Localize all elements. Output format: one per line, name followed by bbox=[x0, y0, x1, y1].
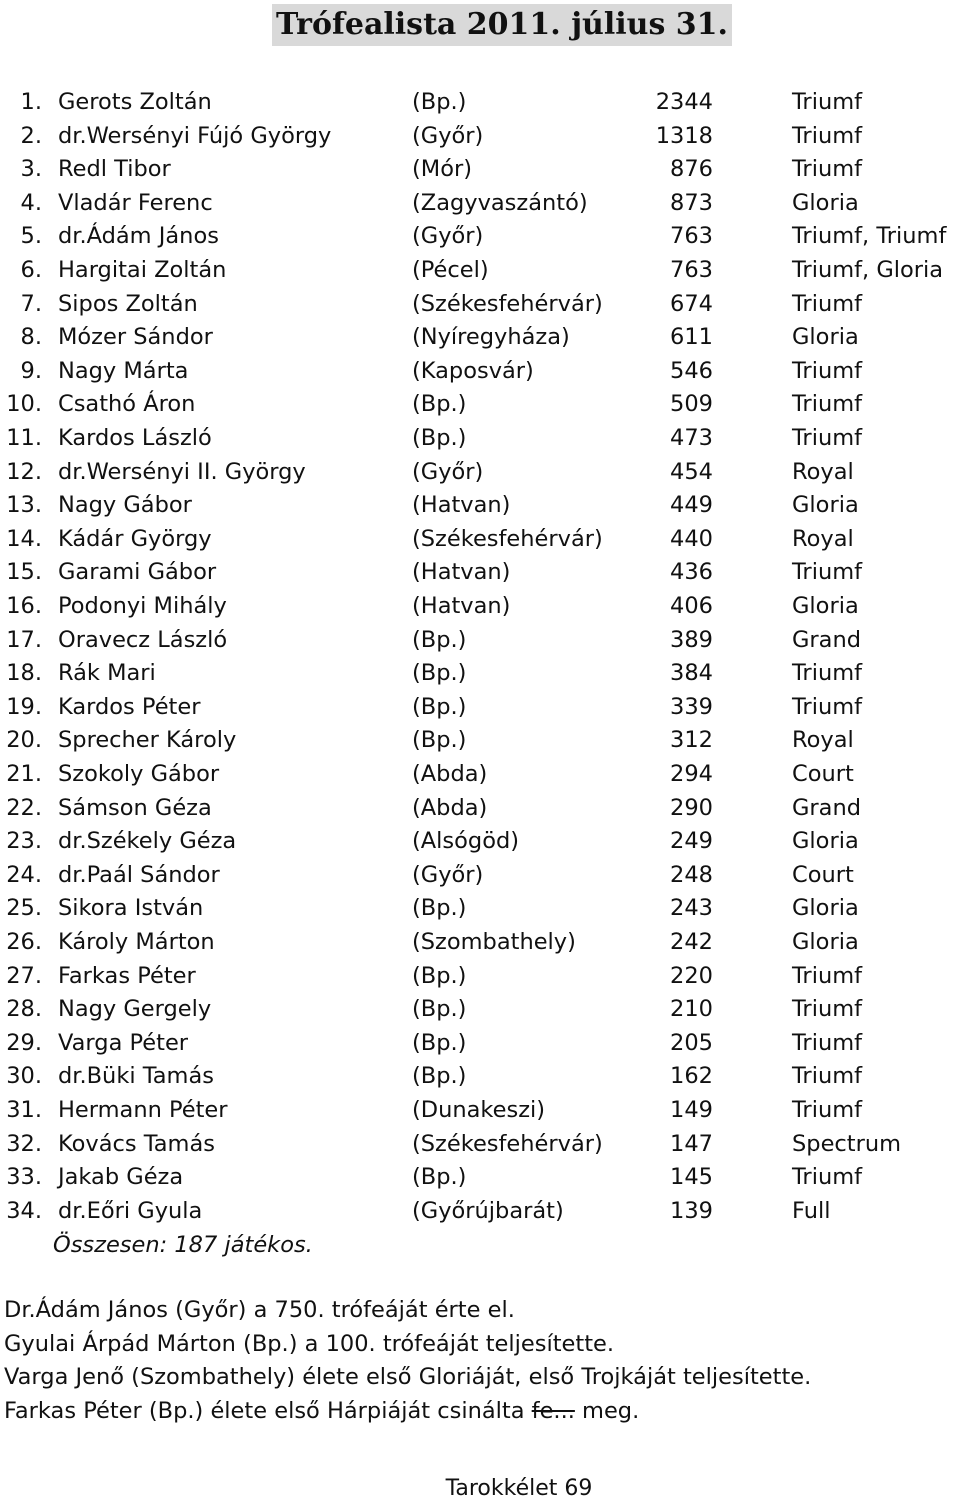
table-row bbox=[0, 388, 960, 422]
table-row bbox=[0, 153, 960, 187]
notes-block bbox=[4, 1294, 811, 1428]
deck-type: Grand bbox=[792, 794, 862, 821]
total-players: Összesen: 187 játékos. bbox=[53, 1232, 313, 1258]
player-name: Sámson Géza bbox=[58, 794, 212, 821]
table-row bbox=[0, 456, 960, 490]
trophy-score: 546 bbox=[670, 357, 713, 384]
deck-type: Triumf bbox=[792, 660, 863, 687]
deck-type: Triumf bbox=[792, 1063, 863, 1090]
player-city: (Bp.) bbox=[412, 425, 467, 451]
trophy-score: 763 bbox=[670, 223, 713, 250]
table-row bbox=[0, 220, 960, 254]
trophy-score: 312 bbox=[670, 727, 713, 754]
table-row bbox=[0, 288, 960, 322]
trophy-score: 205 bbox=[670, 1029, 713, 1056]
trophy-score: 162 bbox=[670, 1063, 713, 1090]
trophy-score: 2344 bbox=[655, 89, 713, 115]
rank-cell: 34. bbox=[6, 1197, 42, 1224]
table-row bbox=[0, 590, 960, 624]
deck-type: Gloria bbox=[792, 828, 859, 855]
player-city: (Bp.) bbox=[412, 660, 467, 687]
table-row bbox=[0, 892, 960, 926]
rank-cell: 14. bbox=[6, 525, 42, 552]
deck-type: Triumf bbox=[792, 1029, 863, 1056]
player-city: (Bp.) bbox=[412, 693, 467, 720]
player-name: Károly Márton bbox=[58, 929, 215, 955]
player-city: (Győr) bbox=[412, 122, 484, 149]
trophy-score: 449 bbox=[670, 492, 713, 519]
player-city: (Székesfehérvár) bbox=[412, 525, 603, 552]
rank-cell: 7. bbox=[20, 290, 42, 317]
deck-type: Triumf bbox=[792, 1164, 863, 1191]
note-text: Farkas Péter (Bp.) élete első Hárpiáját csinálta bbox=[4, 1397, 532, 1424]
deck-type: Triumf bbox=[792, 693, 863, 720]
rank-cell: 26. bbox=[6, 929, 42, 955]
deck-type: Triumf bbox=[792, 156, 863, 183]
player-name: Kovács Tamás bbox=[58, 1130, 215, 1157]
rank-cell: 21. bbox=[6, 761, 42, 787]
table-row bbox=[0, 523, 960, 557]
player-city: (Győr) bbox=[412, 223, 484, 250]
player-city: (Bp.) bbox=[412, 626, 467, 653]
deck-type: Triumf bbox=[792, 357, 863, 384]
rank-cell: 6. bbox=[20, 257, 42, 283]
player-name: Jakab Géza bbox=[58, 1164, 184, 1191]
player-city: (Bp.) bbox=[412, 1029, 467, 1056]
player-name: Nagy Gergely bbox=[58, 996, 212, 1023]
table-row bbox=[0, 1161, 960, 1195]
player-name: dr.Wersényi II. György bbox=[58, 458, 306, 485]
player-name: Hargitai Zoltán bbox=[58, 257, 227, 283]
player-name: dr.Paál Sándor bbox=[58, 861, 220, 888]
trophy-score: 248 bbox=[670, 861, 713, 888]
table-row bbox=[0, 657, 960, 691]
deck-type: Court bbox=[792, 861, 854, 888]
rank-cell: 16. bbox=[6, 593, 42, 619]
rank-cell: 2. bbox=[20, 122, 42, 149]
page-title: Trófealista 2011. július 31. bbox=[272, 4, 732, 46]
trophy-score: 389 bbox=[670, 626, 713, 653]
trophy-score: 249 bbox=[670, 828, 713, 855]
table-row bbox=[0, 960, 960, 994]
table-row bbox=[0, 489, 960, 523]
trophy-score: 611 bbox=[670, 324, 713, 351]
deck-type: Triumf, Gloria bbox=[792, 257, 944, 283]
player-name: Oravecz László bbox=[58, 626, 228, 653]
player-city: (Pécel) bbox=[412, 257, 489, 283]
player-name: Hermann Péter bbox=[58, 1097, 228, 1123]
deck-type: Gloria bbox=[792, 895, 859, 922]
trophy-score: 384 bbox=[670, 660, 713, 687]
deck-type: Triumf bbox=[792, 290, 863, 317]
table-row bbox=[0, 254, 960, 288]
note-line bbox=[4, 1395, 811, 1429]
player-city: (Zagyvaszántó) bbox=[412, 189, 588, 216]
player-city: (Alsógöd) bbox=[412, 828, 520, 855]
rank-cell: 13. bbox=[6, 492, 42, 519]
trophy-score: 145 bbox=[670, 1164, 713, 1191]
player-name: dr.Wersényi Fújó György bbox=[58, 122, 332, 149]
trophy-score: 294 bbox=[670, 761, 713, 787]
table-row bbox=[0, 86, 960, 120]
trophy-score: 436 bbox=[670, 559, 713, 586]
rank-cell: 11. bbox=[6, 425, 42, 451]
table-row bbox=[0, 859, 960, 893]
player-name: dr.Székely Géza bbox=[58, 828, 237, 855]
player-city: (Bp.) bbox=[412, 996, 467, 1023]
player-name: Sipos Zoltán bbox=[58, 290, 198, 317]
player-name: Sikora István bbox=[58, 895, 204, 922]
deck-type: Gloria bbox=[792, 324, 859, 351]
table-row bbox=[0, 120, 960, 154]
trophy-score: 473 bbox=[670, 425, 713, 451]
deck-type: Gloria bbox=[792, 929, 859, 955]
trophy-score: 243 bbox=[670, 895, 713, 922]
rank-cell: 25. bbox=[6, 895, 42, 922]
table-row bbox=[0, 993, 960, 1027]
table-row bbox=[0, 724, 960, 758]
player-name: Sprecher Károly bbox=[58, 727, 237, 754]
rank-cell: 3. bbox=[20, 156, 42, 183]
rank-cell: 10. bbox=[6, 391, 42, 418]
player-city: (Hatvan) bbox=[412, 559, 511, 586]
table-row bbox=[0, 1128, 960, 1162]
rank-cell: 20. bbox=[6, 727, 42, 754]
rank-cell: 28. bbox=[6, 996, 42, 1023]
trophy-score: 290 bbox=[670, 794, 713, 821]
deck-type: Triumf, Triumf bbox=[792, 223, 947, 250]
trophy-score: 454 bbox=[670, 458, 713, 485]
deck-type: Triumf bbox=[792, 559, 863, 586]
player-name: Nagy Gábor bbox=[58, 492, 192, 519]
player-name: Vladár Ferenc bbox=[58, 189, 213, 216]
player-city: (Bp.) bbox=[412, 89, 467, 115]
rank-cell: 29. bbox=[6, 1029, 42, 1056]
player-city: (Szombathely) bbox=[412, 929, 576, 955]
player-city: (Bp.) bbox=[412, 962, 467, 989]
player-name: dr.Ádám János bbox=[58, 223, 219, 250]
player-city: (Bp.) bbox=[412, 391, 467, 418]
player-name: Kardos Péter bbox=[58, 693, 201, 720]
trophy-score: 149 bbox=[670, 1097, 713, 1123]
trophy-score: 210 bbox=[670, 996, 713, 1023]
trophy-score: 339 bbox=[670, 693, 713, 720]
player-name: Gerots Zoltán bbox=[58, 89, 212, 115]
table-row bbox=[0, 825, 960, 859]
table-row bbox=[0, 1027, 960, 1061]
deck-type: Grand bbox=[792, 626, 862, 653]
deck-type: Gloria bbox=[792, 189, 859, 216]
rank-cell: 30. bbox=[6, 1063, 42, 1090]
deck-type: Royal bbox=[792, 458, 854, 485]
deck-type: Royal bbox=[792, 525, 854, 552]
trophy-score: 873 bbox=[670, 189, 713, 216]
deck-type: Triumf bbox=[792, 122, 863, 149]
player-city: (Bp.) bbox=[412, 895, 467, 922]
deck-type: Triumf bbox=[792, 425, 863, 451]
trophy-score: 220 bbox=[670, 962, 713, 989]
rank-cell: 17. bbox=[6, 626, 42, 653]
rank-cell: 23. bbox=[6, 828, 42, 855]
player-city: (Bp.) bbox=[412, 727, 467, 754]
deck-type: Spectrum bbox=[792, 1130, 902, 1157]
player-name: Szokoly Gábor bbox=[58, 761, 220, 787]
deck-type: Triumf bbox=[792, 1097, 863, 1123]
player-name: dr.Büki Tamás bbox=[58, 1063, 214, 1090]
note-line: Dr.Ádám János (Győr) a 750. trófeáját érte el. bbox=[4, 1297, 515, 1323]
note-line: Gyulai Árpád Márton (Bp.) a 100. trófeáját teljesítette. bbox=[4, 1330, 615, 1357]
rank-cell: 4. bbox=[20, 189, 42, 216]
table-row bbox=[0, 321, 960, 355]
player-city: (Győr) bbox=[412, 861, 484, 888]
rank-cell: 31. bbox=[6, 1097, 42, 1123]
trophy-score: 406 bbox=[670, 593, 713, 619]
player-city: (Mór) bbox=[412, 156, 472, 183]
table-row bbox=[0, 792, 960, 826]
trophy-score: 139 bbox=[670, 1197, 713, 1224]
player-name: Mózer Sándor bbox=[58, 324, 213, 351]
trophy-score: 674 bbox=[670, 290, 713, 317]
deck-type: Triumf bbox=[792, 996, 863, 1023]
rank-cell: 19. bbox=[6, 693, 42, 720]
deck-type: Royal bbox=[792, 727, 854, 754]
trophy-score: 876 bbox=[670, 156, 713, 183]
player-name: Nagy Márta bbox=[58, 357, 189, 384]
table-row bbox=[0, 556, 960, 590]
player-city: (Hatvan) bbox=[412, 492, 511, 519]
struck-text: fe... bbox=[531, 1397, 575, 1424]
player-name: Rák Mari bbox=[58, 660, 156, 687]
rank-cell: 8. bbox=[20, 324, 42, 351]
rank-cell: 24. bbox=[6, 861, 42, 888]
deck-type: Gloria bbox=[792, 593, 859, 619]
trophy-score: 1318 bbox=[655, 122, 713, 149]
player-city: (Győr) bbox=[412, 458, 484, 485]
table-row bbox=[0, 624, 960, 658]
deck-type: Gloria bbox=[792, 492, 859, 519]
note-line: Varga Jenő (Szombathely) élete első Gloriáját, első Trojkáját teljesítette. bbox=[4, 1364, 812, 1391]
player-city: (Nyíregyháza) bbox=[412, 324, 570, 351]
player-name: Farkas Péter bbox=[58, 962, 196, 989]
rank-cell: 27. bbox=[6, 962, 42, 989]
table-row bbox=[0, 1195, 960, 1229]
table-row bbox=[0, 926, 960, 960]
rank-cell: 33. bbox=[6, 1164, 42, 1191]
player-name: Podonyi Mihály bbox=[58, 593, 227, 619]
player-name: Garami Gábor bbox=[58, 559, 217, 586]
page-footer: Tarokkélet 69 bbox=[445, 1476, 593, 1501]
deck-type: Triumf bbox=[792, 391, 863, 418]
rank-cell: 12. bbox=[6, 458, 42, 485]
rank-cell: 22. bbox=[6, 794, 42, 821]
rank-cell: 15. bbox=[6, 559, 42, 586]
player-city: (Kaposvár) bbox=[412, 357, 534, 384]
player-name: dr.Eőri Gyula bbox=[58, 1197, 203, 1224]
rank-cell: 32. bbox=[6, 1130, 42, 1157]
player-city: (Győrújbarát) bbox=[412, 1197, 564, 1224]
rank-cell: 5. bbox=[20, 223, 42, 250]
deck-type: Court bbox=[792, 761, 854, 787]
deck-type: Full bbox=[792, 1197, 831, 1224]
table-row bbox=[0, 1094, 960, 1128]
rank-cell: 9. bbox=[20, 357, 42, 384]
table-row bbox=[0, 1060, 960, 1094]
player-city: (Székesfehérvár) bbox=[412, 290, 603, 317]
rank-cell: 18. bbox=[6, 660, 42, 687]
trophy-score: 440 bbox=[670, 525, 713, 552]
player-city: (Dunakeszi) bbox=[412, 1097, 546, 1123]
deck-type: Triumf bbox=[792, 89, 863, 115]
player-city: (Bp.) bbox=[412, 1063, 467, 1090]
player-name: Redl Tibor bbox=[58, 156, 171, 183]
trophy-score: 509 bbox=[670, 391, 713, 418]
player-name: Kádár György bbox=[58, 525, 212, 552]
trophy-score: 242 bbox=[670, 929, 713, 955]
table-row bbox=[0, 758, 960, 792]
table-row bbox=[0, 422, 960, 456]
table-row bbox=[0, 187, 960, 221]
player-city: (Bp.) bbox=[412, 1164, 467, 1191]
note-text: meg. bbox=[574, 1397, 640, 1424]
player-name: Kardos László bbox=[58, 425, 212, 451]
player-name: Varga Péter bbox=[58, 1029, 189, 1056]
player-name: Csathó Áron bbox=[58, 391, 196, 418]
player-city: (Abda) bbox=[412, 794, 488, 821]
table-row bbox=[0, 691, 960, 725]
player-city: (Hatvan) bbox=[412, 593, 511, 619]
table-row bbox=[0, 355, 960, 389]
deck-type: Triumf bbox=[792, 962, 863, 989]
trophy-score: 147 bbox=[670, 1130, 713, 1157]
player-city: (Székesfehérvár) bbox=[412, 1130, 603, 1157]
rank-cell: 1. bbox=[20, 89, 42, 115]
trophy-score: 763 bbox=[670, 257, 713, 283]
player-city: (Abda) bbox=[412, 761, 488, 787]
